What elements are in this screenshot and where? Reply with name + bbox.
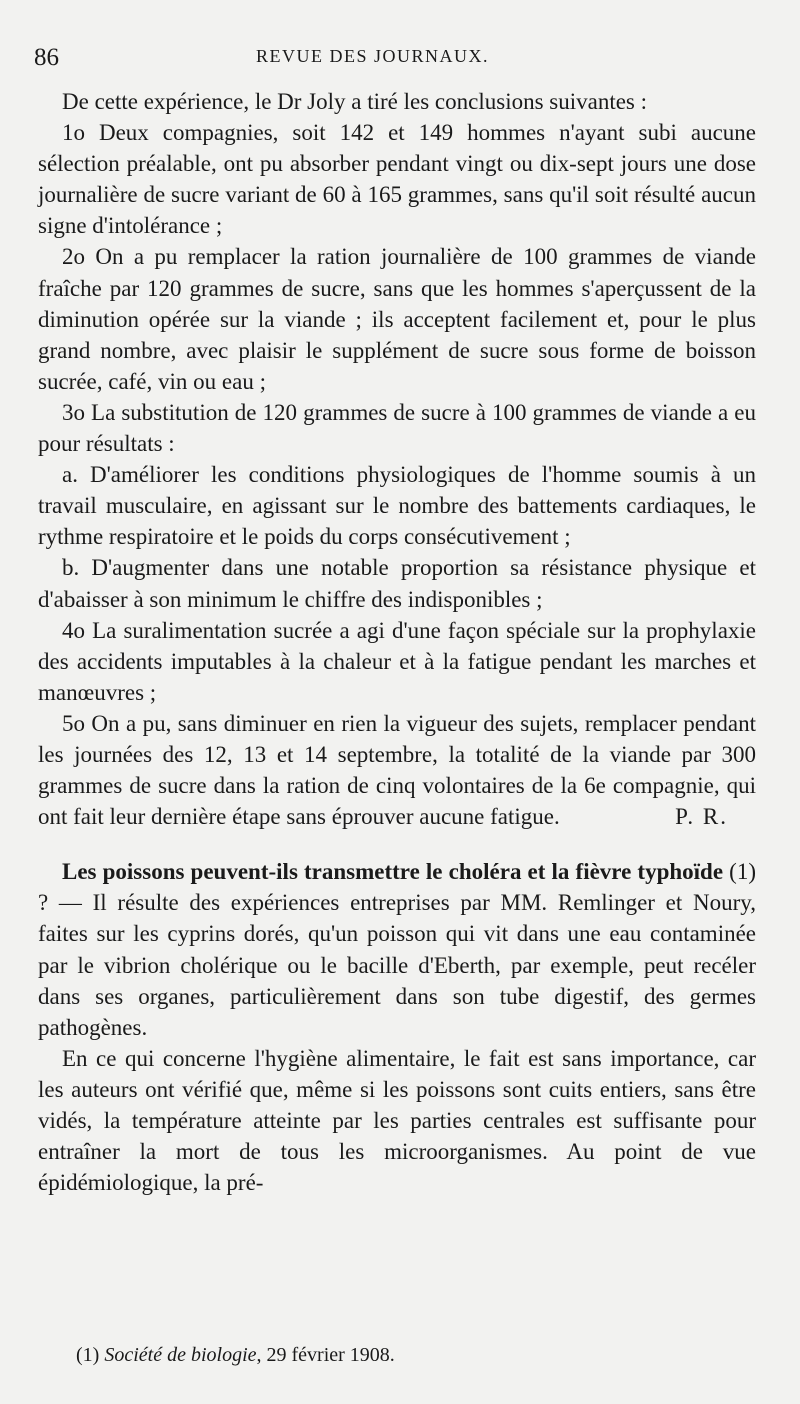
conclusion-5 [38,708,756,832]
section-gap [38,832,756,856]
author-signature: P. R. [675,804,728,830]
conclusion-1: 1o Deux compagnies, soit 142 et 149 hommes n'ayant subi aucune sélection préalable, ont pu absorber pendant vingt ou dix-sept jours une dose journalière de sucre variant de 60 à 165 grammes, sans qu'il soit résulté aucun signe d'intolérance ; [38,120,756,239]
footnote-marker: (1) [76,1344,105,1366]
article-heading-note: (1) ? — [38,859,756,916]
running-head: REVUE DES JOURNAUX. [256,46,490,66]
article-paragraph-2: En ce qui concerne l'hygiène alimentaire, le fait est sans importance, car les auteurs ont vérifié que, même si les poissons sont cuits entiers, sans être vidés, la température atteinte par les parties centrales est suffisante pour entraîner la mort de tous les microorganismes. Au point de vue épidémiologique, la pré- [38,1045,756,1196]
footnote-date: , 29 février 1908. [256,1344,395,1366]
footnote [76,1344,395,1367]
conclusion-5-text: 5o On a pu, sans diminuer en rien la vigueur des sujets, remplacer pendant les journées des 12, 13 et 14 septembre, la totalité de la viande par 300 grammes de sucre dans la ration de cinq volontaires de la 6e compagnie, qui ont fait leur dernière étape sans éprouver aucune fatigue. [38,710,756,830]
conclusion-2: 2o On a pu remplacer la ration journalière de 100 grammes de viande fraîche par 120 grammes de sucre, sans que les hommes s'aperçussent de la diminution opérée sur la viande ; ils acceptent facilement et, pour le plus grand nombre, avec plaisir le supplément de sucre sous forme de boisson sucrée, café, vin ou eau ; [38,244,756,394]
footnote-source: Société de biologie [104,1344,257,1366]
page-number: 86 [34,44,59,71]
conclusion-4: 4o La suralimentation sucrée a agi d'une façon spéciale sur la prophylaxie des accidents imputables à la chaleur et à la fatigue pendant les marches et manœuvres ; [38,617,756,705]
article-heading: Les poissons peuvent-ils transmettre le choléra et la fièvre typhoïde [62,859,724,885]
intro-paragraph: De cette expérience, le Dr Joly a tiré les conclusions suivantes : [62,89,648,114]
conclusion-3: 3o La substitution de 120 grammes de sucre à 100 grammes de viande a eu pour résultats : [38,399,756,457]
article-paragraph-1 [38,856,756,1043]
conclusion-3b: b. D'augmenter dans une notable proportion sa résistance physique et d'abaisser à son minimum le chiffre des indisponibles ; [38,555,756,612]
page-body [38,86,756,1198]
article-body-1: Il résulte des expériences entreprises par MM. Remlinger et Noury, faites sur les cyprins dorés, qu'un poisson qui vit dans une eau contaminée par le vibrion cholérique ou le bacille d'Eberth, par exemple, peut recéler dans ses organes, particulièrement dans son tube digestif, des germes pathogènes. [38,890,756,1040]
conclusion-3a: a. D'améliorer les conditions physiologiques de l'homme soumis à un travail musculaire, en agissant sur le nombre des battements cardiaques, le rythme respiratoire et le poids du corps consécutivement ; [38,462,756,550]
page-header [34,40,764,76]
